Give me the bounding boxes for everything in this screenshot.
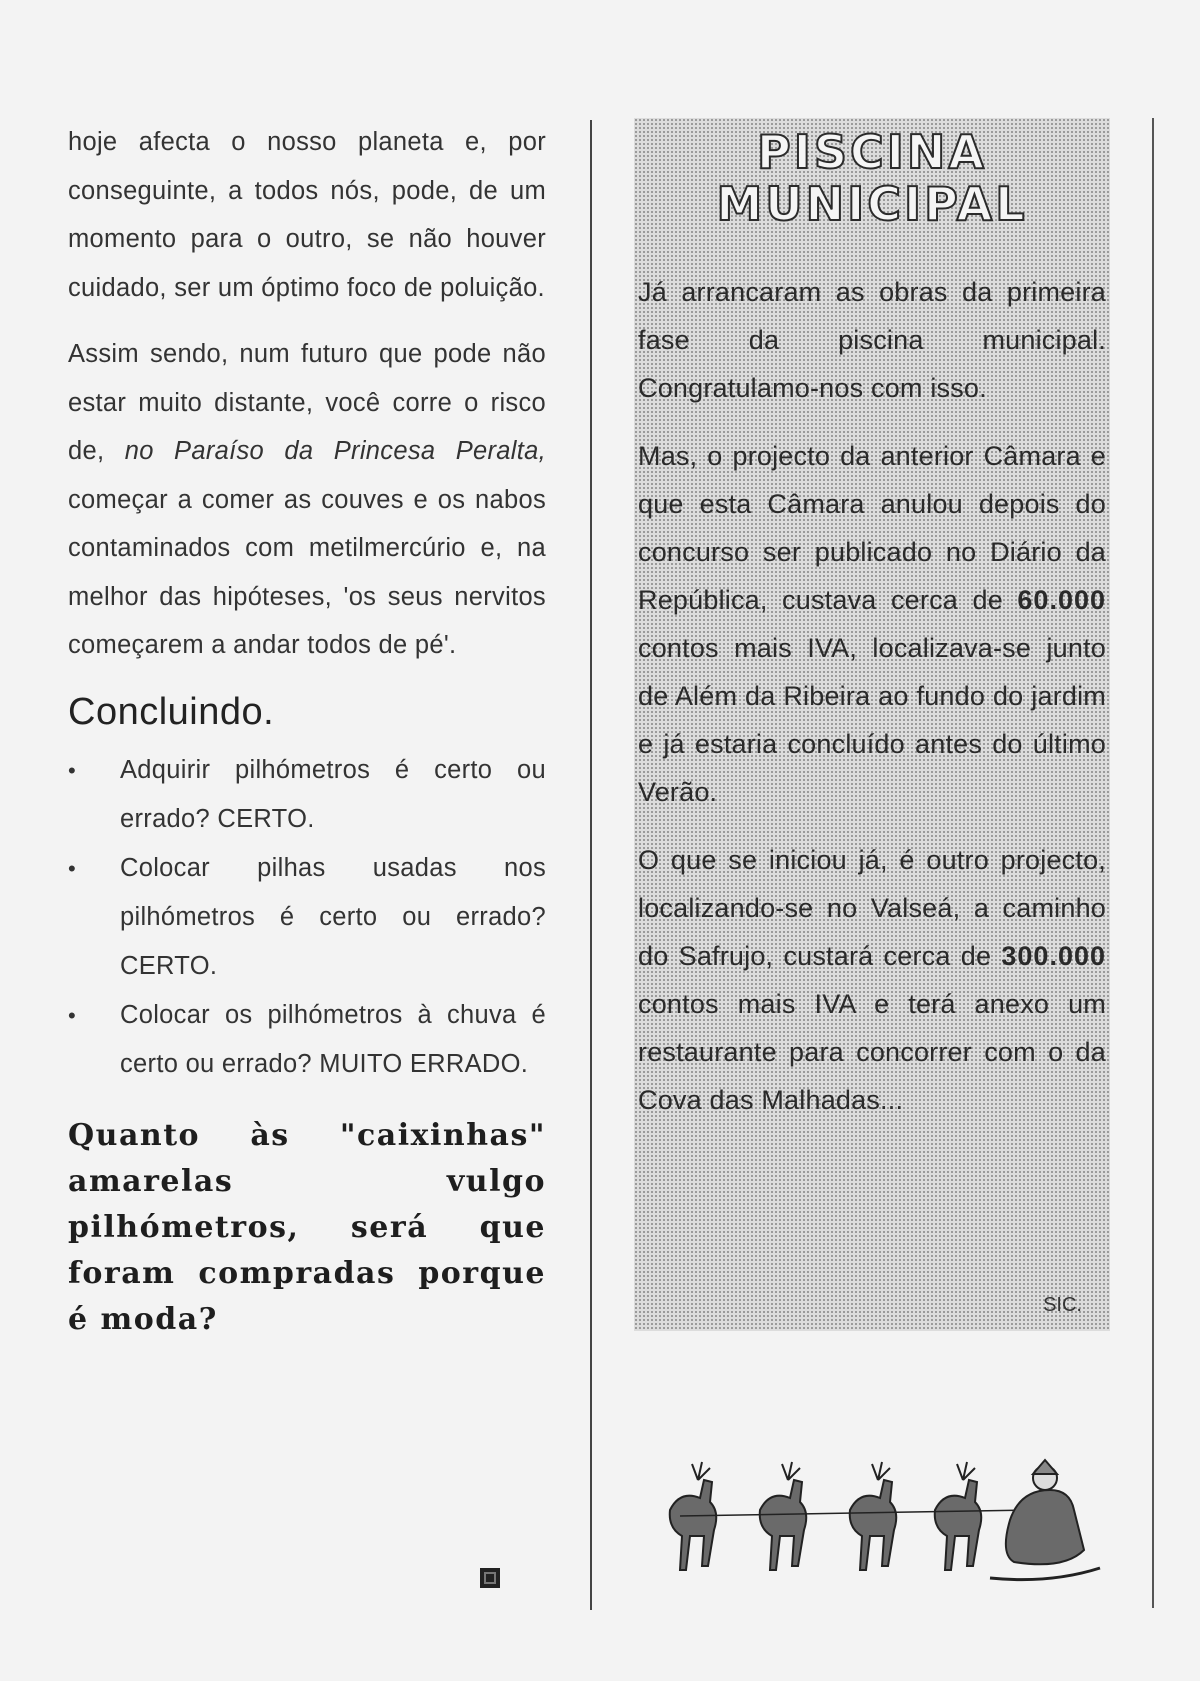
- paragraph-risk: [68, 330, 546, 670]
- paragraph-intro: hoje afecta o nosso planeta e, por conseguinte, a todos nós, pode, de um momento para o outro, se não houver cuidado, ser um óptimo foco de poluição.: [68, 128, 546, 302]
- sidebar-signature: SIC.: [1043, 1294, 1082, 1316]
- sidebar-paragraph-2: [638, 432, 1106, 816]
- end-of-article-mark: [480, 1568, 500, 1588]
- sidebar-p3-start: O que se iniciou já, é outro projecto, localizando-se no Valseá, a caminho do Safrujo, custará cerca de: [638, 845, 1106, 971]
- sidebar-paragraph-1: Já arrancaram as obras da primeira fase da piscina municipal. Congratulamo-nos com isso.: [638, 277, 1106, 403]
- paragraph-risk-end: começar a comer as couves e os nabos contaminados com metilmercúrio e, na melhor das hipóteses, 'os seus nervitos começarem a andar todos de pé'.: [68, 485, 546, 659]
- sidebar-paragraph-3: [638, 836, 1106, 1124]
- paragraph-risk-start: Assim sendo, num futuro que pode não estar muito distante, você corre o risco de,: [68, 340, 546, 465]
- sidebar-box: [634, 118, 1110, 1331]
- sidebar-title: [634, 126, 1110, 230]
- column-divider: [590, 120, 592, 1610]
- bullet-item: • Adquirir pilhómetros é certo ou errado? CERTO.: [120, 746, 546, 844]
- sidebar-p2-end: contos mais IVA, localizava-se junto de Além da Ribeira ao fundo do jardim e já estaria concluído antes do último Verão.: [638, 633, 1106, 807]
- sidebar-p2-start: Mas, o projecto da anterior Câmara e que esta Câmara anulou depois do concurso ser publicado no Diário da República, custava cerca de: [638, 441, 1106, 615]
- sidebar-title-line2: MUNICIPAL: [716, 177, 1028, 231]
- bullet-item: • Colocar pilhas usadas nos pilhómetros é certo ou errado? CERTO.: [120, 844, 546, 991]
- sidebar-title-line1: PISCINA: [757, 125, 987, 179]
- section-heading: Concluindo.: [68, 690, 275, 733]
- left-column: [68, 118, 546, 1343]
- old-project-cost: 60.000: [1017, 585, 1106, 615]
- right-edge-rule: [1152, 118, 1154, 1608]
- paragraph-risk-italic: no Paraíso da Princesa Peralta,: [124, 437, 546, 465]
- new-project-cost: 300.000: [1001, 941, 1106, 971]
- bullet-item: • Colocar os pilhómetros à chuva é certo ou errado? MUITO ERRADO.: [120, 991, 546, 1089]
- closing-question: Quanto às "caixinhas" amarelas vulgo pilhómetros, será que foram compradas porque é moda?: [68, 1118, 546, 1337]
- sidebar-p3-end: contos mais IVA e terá anexo um restaurante para concorrer com o da Cova das Malhadas...: [638, 989, 1106, 1115]
- bullet-list: [68, 746, 546, 1089]
- sidebar-body: [634, 268, 1110, 1124]
- santa-sleigh-reindeer-icon: [650, 1430, 1110, 1590]
